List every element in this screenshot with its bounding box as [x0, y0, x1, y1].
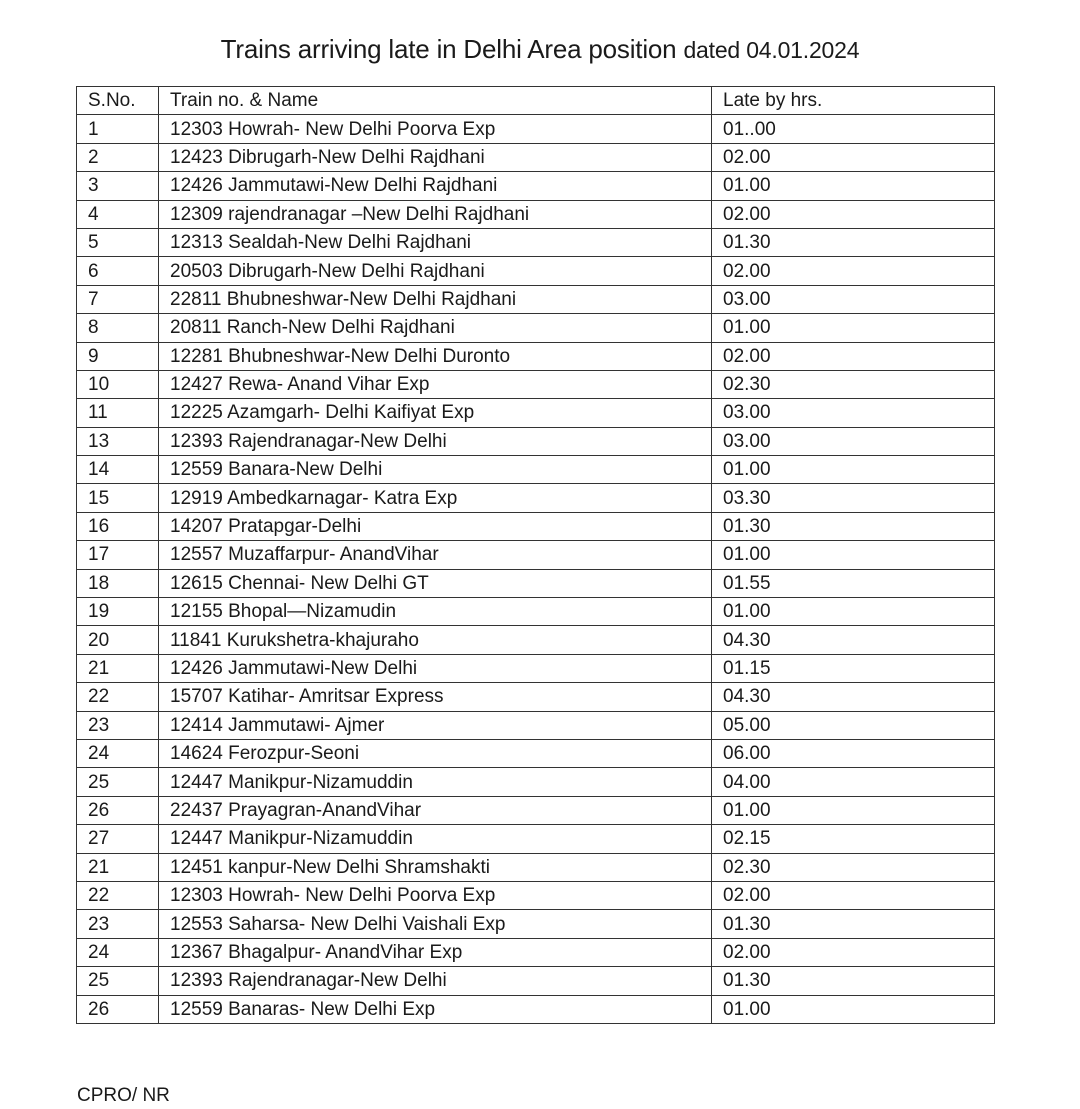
table-row: [77, 569, 995, 597]
footer-signature: CPRO/ NR: [77, 1085, 170, 1106]
cell-late-hours: 01.00: [712, 995, 995, 1023]
table-row: [77, 711, 995, 739]
table-row: [77, 825, 995, 853]
table-row: [77, 257, 995, 285]
table-row: [77, 512, 995, 540]
cell-late-hours: 03.00: [712, 399, 995, 427]
cell-train-name: 12313 Sealdah-New Delhi Rajdhani: [159, 228, 712, 256]
table-header-row: [77, 87, 995, 115]
table-row: [77, 938, 995, 966]
cell-sno: 10: [77, 370, 159, 398]
table-row: [77, 910, 995, 938]
cell-sno: 17: [77, 541, 159, 569]
cell-late-hours: 01.00: [712, 172, 995, 200]
cell-train-name: 12447 Manikpur-Nizamuddin: [159, 768, 712, 796]
cell-train-name: 12427 Rewa- Anand Vihar Exp: [159, 370, 712, 398]
cell-sno: 22: [77, 881, 159, 909]
table-row: [77, 995, 995, 1023]
cell-train-name: 12553 Saharsa- New Delhi Vaishali Exp: [159, 910, 712, 938]
cell-sno: 26: [77, 995, 159, 1023]
cell-train-name: 11841 Kurukshetra-khajuraho: [159, 626, 712, 654]
table-row: [77, 399, 995, 427]
cell-sno: 3: [77, 172, 159, 200]
cell-train-name: 12919 Ambedkarnagar- Katra Exp: [159, 484, 712, 512]
cell-late-hours: 01.30: [712, 967, 995, 995]
cell-train-name: 22437 Prayagran-AnandVihar: [159, 796, 712, 824]
table-row: [77, 427, 995, 455]
table-body: [77, 115, 995, 1024]
cell-late-hours: 01.30: [712, 910, 995, 938]
table-row: [77, 739, 995, 767]
cell-sno: 20: [77, 626, 159, 654]
table-row: [77, 370, 995, 398]
cell-sno: 24: [77, 938, 159, 966]
table-row: [77, 967, 995, 995]
cell-sno: 7: [77, 285, 159, 313]
title-date: dated 04.01.2024: [683, 37, 860, 63]
cell-train-name: 12559 Banaras- New Delhi Exp: [159, 995, 712, 1023]
table-row: [77, 598, 995, 626]
cell-sno: 23: [77, 711, 159, 739]
cell-sno: 22: [77, 683, 159, 711]
cell-late-hours: 02.00: [712, 938, 995, 966]
cell-sno: 25: [77, 768, 159, 796]
cell-train-name: 12414 Jammutawi- Ajmer: [159, 711, 712, 739]
header-sno: S.No.: [77, 87, 159, 115]
cell-late-hours: 03.00: [712, 285, 995, 313]
header-late: Late by hrs.: [712, 87, 995, 115]
cell-late-hours: 05.00: [712, 711, 995, 739]
cell-sno: 24: [77, 739, 159, 767]
cell-train-name: 12426 Jammutawi-New Delhi Rajdhani: [159, 172, 712, 200]
cell-sno: 11: [77, 399, 159, 427]
cell-sno: 8: [77, 314, 159, 342]
table-row: [77, 881, 995, 909]
cell-late-hours: 03.00: [712, 427, 995, 455]
cell-late-hours: 06.00: [712, 739, 995, 767]
cell-sno: 1: [77, 115, 159, 143]
cell-train-name: 12393 Rajendranagar-New Delhi: [159, 967, 712, 995]
table-row: [77, 456, 995, 484]
cell-train-name: 12559 Banara-New Delhi: [159, 456, 712, 484]
cell-sno: 13: [77, 427, 159, 455]
table-row: [77, 853, 995, 881]
cell-sno: 6: [77, 257, 159, 285]
cell-sno: 26: [77, 796, 159, 824]
table-row: [77, 654, 995, 682]
cell-late-hours: 01.30: [712, 512, 995, 540]
cell-sno: 5: [77, 228, 159, 256]
cell-train-name: 12393 Rajendranagar-New Delhi: [159, 427, 712, 455]
cell-train-name: 20811 Ranch-New Delhi Rajdhani: [159, 314, 712, 342]
cell-train-name: 12557 Muzaffarpur- AnandVihar: [159, 541, 712, 569]
cell-sno: 4: [77, 200, 159, 228]
cell-train-name: 14624 Ferozpur-Seoni: [159, 739, 712, 767]
cell-late-hours: 02.15: [712, 825, 995, 853]
cell-train-name: 12451 kanpur-New Delhi Shramshakti: [159, 853, 712, 881]
late-trains-table: [76, 86, 995, 1024]
cell-sno: 14: [77, 456, 159, 484]
cell-train-name: 12225 Azamgarh- Delhi Kaifiyat Exp: [159, 399, 712, 427]
cell-train-name: 22811 Bhubneshwar-New Delhi Rajdhani: [159, 285, 712, 313]
cell-sno: 27: [77, 825, 159, 853]
cell-late-hours: 01.15: [712, 654, 995, 682]
cell-train-name: 12309 rajendranagar –New Delhi Rajdhani: [159, 200, 712, 228]
cell-sno: 16: [77, 512, 159, 540]
cell-late-hours: 04.30: [712, 683, 995, 711]
cell-late-hours: 01.00: [712, 456, 995, 484]
cell-train-name: 12155 Bhopal—Nizamudin: [159, 598, 712, 626]
table-row: [77, 115, 995, 143]
cell-train-name: 12423 Dibrugarh-New Delhi Rajdhani: [159, 143, 712, 171]
cell-sno: 21: [77, 853, 159, 881]
cell-late-hours: 01.55: [712, 569, 995, 597]
cell-late-hours: 01.00: [712, 598, 995, 626]
table-row: [77, 143, 995, 171]
cell-sno: 2: [77, 143, 159, 171]
title-main: Trains arriving late in Delhi Area position: [220, 34, 677, 64]
cell-train-name: 12367 Bhagalpur- AnandVihar Exp: [159, 938, 712, 966]
cell-late-hours: 02.00: [712, 200, 995, 228]
cell-sno: 23: [77, 910, 159, 938]
cell-late-hours: 02.00: [712, 881, 995, 909]
cell-late-hours: 01.00: [712, 314, 995, 342]
cell-late-hours: 02.30: [712, 370, 995, 398]
table-row: [77, 796, 995, 824]
cell-sno: 25: [77, 967, 159, 995]
cell-sno: 19: [77, 598, 159, 626]
table-row: [77, 626, 995, 654]
header-train: Train no. & Name: [159, 87, 712, 115]
cell-late-hours: 02.00: [712, 143, 995, 171]
table-row: [77, 484, 995, 512]
cell-train-name: 14207 Pratapgar-Delhi: [159, 512, 712, 540]
table-row: [77, 172, 995, 200]
cell-sno: 15: [77, 484, 159, 512]
cell-train-name: 12303 Howrah- New Delhi Poorva Exp: [159, 115, 712, 143]
table-row: [77, 342, 995, 370]
cell-late-hours: 02.00: [712, 257, 995, 285]
table-row: [77, 314, 995, 342]
cell-sno: 18: [77, 569, 159, 597]
cell-late-hours: 04.00: [712, 768, 995, 796]
cell-sno: 9: [77, 342, 159, 370]
cell-late-hours: 01.00: [712, 796, 995, 824]
cell-train-name: 20503 Dibrugarh-New Delhi Rajdhani: [159, 257, 712, 285]
table-row: [77, 200, 995, 228]
cell-late-hours: 01.00: [712, 541, 995, 569]
cell-train-name: 12615 Chennai- New Delhi GT: [159, 569, 712, 597]
cell-late-hours: 04.30: [712, 626, 995, 654]
cell-late-hours: 03.30: [712, 484, 995, 512]
table-row: [77, 541, 995, 569]
cell-train-name: 12281 Bhubneshwar-New Delhi Duronto: [159, 342, 712, 370]
cell-late-hours: 01.30: [712, 228, 995, 256]
cell-late-hours: 02.00: [712, 342, 995, 370]
cell-sno: 21: [77, 654, 159, 682]
table-row: [77, 285, 995, 313]
cell-train-name: 12426 Jammutawi-New Delhi: [159, 654, 712, 682]
cell-train-name: 12447 Manikpur-Nizamuddin: [159, 825, 712, 853]
cell-late-hours: 01..00: [712, 115, 995, 143]
table-row: [77, 683, 995, 711]
cell-train-name: 12303 Howrah- New Delhi Poorva Exp: [159, 881, 712, 909]
cell-train-name: 15707 Katihar- Amritsar Express: [159, 683, 712, 711]
page-title: [0, 34, 1080, 65]
table-row: [77, 228, 995, 256]
cell-late-hours: 02.30: [712, 853, 995, 881]
table-row: [77, 768, 995, 796]
